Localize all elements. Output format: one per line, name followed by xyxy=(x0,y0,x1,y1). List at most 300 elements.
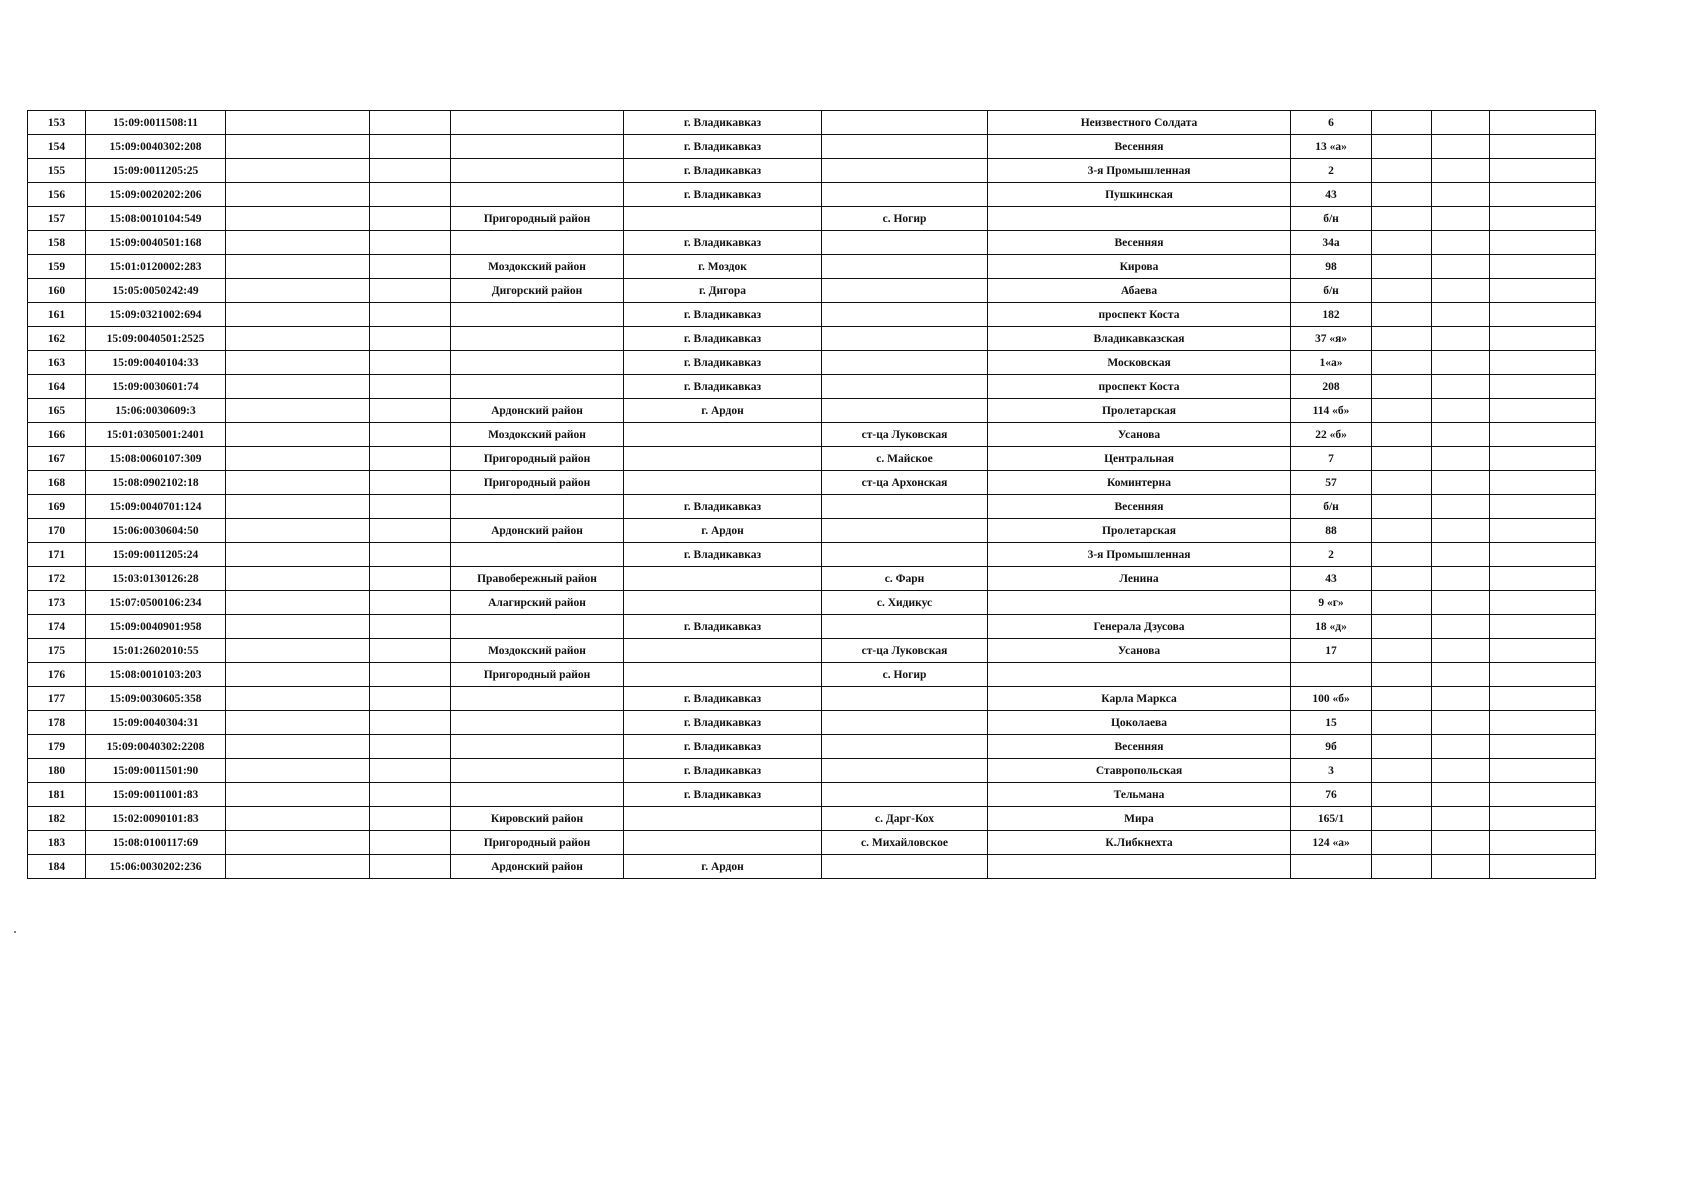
cell-col-12 xyxy=(1490,447,1596,471)
cell-col-12 xyxy=(1490,591,1596,615)
cell-street xyxy=(988,855,1291,879)
cell-col-3 xyxy=(226,495,370,519)
cell-street xyxy=(988,591,1291,615)
cell-cadastral-number: 15:09:0020202:206 xyxy=(86,183,226,207)
cell-street: Центральная xyxy=(988,447,1291,471)
cell-col-11 xyxy=(1432,303,1490,327)
cell-street: Пролетарская xyxy=(988,519,1291,543)
cell-city: г. Моздок xyxy=(624,255,822,279)
cell-col-11 xyxy=(1432,735,1490,759)
cell-col-4 xyxy=(370,759,451,783)
cell-row-number: 163 xyxy=(28,351,86,375)
cell-street: Коминтерна xyxy=(988,471,1291,495)
cell-col-11 xyxy=(1432,567,1490,591)
cell-row-number: 169 xyxy=(28,495,86,519)
cell-row-number: 156 xyxy=(28,183,86,207)
cell-col-12 xyxy=(1490,687,1596,711)
cell-col-4 xyxy=(370,375,451,399)
cell-house-number: 22 «б» xyxy=(1291,423,1372,447)
cell-district xyxy=(451,183,624,207)
cell-col-11 xyxy=(1432,351,1490,375)
cell-cadastral-number: 15:09:0011001:83 xyxy=(86,783,226,807)
cell-col-3 xyxy=(226,543,370,567)
cell-district: Кировский район xyxy=(451,807,624,831)
cell-col-10 xyxy=(1372,159,1432,183)
cell-col-12 xyxy=(1490,471,1596,495)
cell-house-number: 34а xyxy=(1291,231,1372,255)
cell-street xyxy=(988,663,1291,687)
cell-row-number: 166 xyxy=(28,423,86,447)
cell-street: проспект Коста xyxy=(988,303,1291,327)
cell-col-11 xyxy=(1432,543,1490,567)
cell-settlement xyxy=(822,159,988,183)
cell-city xyxy=(624,663,822,687)
cell-district xyxy=(451,351,624,375)
cell-col-12 xyxy=(1490,495,1596,519)
cell-col-12 xyxy=(1490,807,1596,831)
cell-col-11 xyxy=(1432,327,1490,351)
cell-settlement xyxy=(822,231,988,255)
cell-col-12 xyxy=(1490,711,1596,735)
cell-col-10 xyxy=(1372,111,1432,135)
cell-col-12 xyxy=(1490,519,1596,543)
cell-col-10 xyxy=(1372,591,1432,615)
cell-district xyxy=(451,111,624,135)
cell-col-3 xyxy=(226,807,370,831)
table-row xyxy=(28,639,1596,663)
cell-col-12 xyxy=(1490,351,1596,375)
cell-row-number: 153 xyxy=(28,111,86,135)
cell-col-12 xyxy=(1490,759,1596,783)
cell-settlement xyxy=(822,519,988,543)
cell-col-12 xyxy=(1490,135,1596,159)
table-row xyxy=(28,567,1596,591)
cell-col-10 xyxy=(1372,279,1432,303)
cell-col-3 xyxy=(226,471,370,495)
cell-settlement xyxy=(822,615,988,639)
cell-street: Весенняя xyxy=(988,495,1291,519)
cell-col-11 xyxy=(1432,783,1490,807)
cell-house-number: б/н xyxy=(1291,495,1372,519)
cell-col-10 xyxy=(1372,303,1432,327)
table-row xyxy=(28,831,1596,855)
cell-city: г. Владикавказ xyxy=(624,735,822,759)
cell-city: г. Ардон xyxy=(624,855,822,879)
cell-col-11 xyxy=(1432,591,1490,615)
cell-street: Кирова xyxy=(988,255,1291,279)
cell-row-number: 160 xyxy=(28,279,86,303)
cell-cadastral-number: 15:09:0011501:90 xyxy=(86,759,226,783)
cell-col-12 xyxy=(1490,543,1596,567)
cell-col-4 xyxy=(370,327,451,351)
cell-street: Весенняя xyxy=(988,231,1291,255)
cell-house-number: 182 xyxy=(1291,303,1372,327)
cell-col-12 xyxy=(1490,663,1596,687)
cell-col-4 xyxy=(370,447,451,471)
cell-row-number: 168 xyxy=(28,471,86,495)
table-row xyxy=(28,231,1596,255)
cell-city: г. Владикавказ xyxy=(624,135,822,159)
registry-table xyxy=(27,110,1596,879)
cell-street: Усанова xyxy=(988,639,1291,663)
cell-cadastral-number: 15:08:0060107:309 xyxy=(86,447,226,471)
cell-district xyxy=(451,303,624,327)
cell-col-10 xyxy=(1372,231,1432,255)
cell-col-3 xyxy=(226,591,370,615)
cell-col-12 xyxy=(1490,855,1596,879)
cell-col-12 xyxy=(1490,831,1596,855)
cell-cadastral-number: 15:09:0040501:168 xyxy=(86,231,226,255)
cell-house-number: 9б xyxy=(1291,735,1372,759)
cell-district xyxy=(451,327,624,351)
cell-col-3 xyxy=(226,303,370,327)
cell-cadastral-number: 15:09:0040302:2208 xyxy=(86,735,226,759)
cell-city xyxy=(624,639,822,663)
cell-col-11 xyxy=(1432,135,1490,159)
cell-row-number: 181 xyxy=(28,783,86,807)
cell-col-3 xyxy=(226,207,370,231)
cell-col-10 xyxy=(1372,663,1432,687)
table-row xyxy=(28,735,1596,759)
cell-col-4 xyxy=(370,135,451,159)
cell-district xyxy=(451,231,624,255)
table-body xyxy=(28,111,1596,879)
cell-col-11 xyxy=(1432,663,1490,687)
cell-settlement xyxy=(822,399,988,423)
cell-district xyxy=(451,543,624,567)
cell-city: г. Владикавказ xyxy=(624,231,822,255)
cell-col-12 xyxy=(1490,207,1596,231)
cell-house-number: 98 xyxy=(1291,255,1372,279)
cell-district: Моздокский район xyxy=(451,423,624,447)
cell-house-number: 76 xyxy=(1291,783,1372,807)
cell-settlement xyxy=(822,759,988,783)
cell-row-number: 172 xyxy=(28,567,86,591)
cell-col-3 xyxy=(226,663,370,687)
cell-col-12 xyxy=(1490,375,1596,399)
cell-col-4 xyxy=(370,567,451,591)
cell-col-3 xyxy=(226,399,370,423)
cell-row-number: 159 xyxy=(28,255,86,279)
table-row xyxy=(28,183,1596,207)
cell-street: Неизвестного Солдата xyxy=(988,111,1291,135)
cell-col-10 xyxy=(1372,807,1432,831)
cell-cadastral-number: 15:06:0030202:236 xyxy=(86,855,226,879)
cell-row-number: 174 xyxy=(28,615,86,639)
cell-street xyxy=(988,207,1291,231)
table-row xyxy=(28,615,1596,639)
cell-settlement: ст-ца Архонская xyxy=(822,471,988,495)
table-row xyxy=(28,423,1596,447)
cell-col-4 xyxy=(370,303,451,327)
cell-city: г. Владикавказ xyxy=(624,327,822,351)
cell-house-number: 114 «б» xyxy=(1291,399,1372,423)
cell-col-11 xyxy=(1432,807,1490,831)
cell-cadastral-number: 15:08:0010104:549 xyxy=(86,207,226,231)
cell-col-10 xyxy=(1372,399,1432,423)
cell-city: г. Владикавказ xyxy=(624,375,822,399)
cell-col-11 xyxy=(1432,399,1490,423)
cell-row-number: 161 xyxy=(28,303,86,327)
table-row xyxy=(28,399,1596,423)
table-row xyxy=(28,207,1596,231)
cell-col-11 xyxy=(1432,519,1490,543)
cell-col-10 xyxy=(1372,351,1432,375)
cell-street: Весенняя xyxy=(988,735,1291,759)
cell-row-number: 155 xyxy=(28,159,86,183)
cell-cadastral-number: 15:09:0040302:208 xyxy=(86,135,226,159)
cell-col-11 xyxy=(1432,711,1490,735)
cell-col-4 xyxy=(370,255,451,279)
cell-col-3 xyxy=(226,279,370,303)
cell-settlement xyxy=(822,303,988,327)
cell-district xyxy=(451,735,624,759)
cell-col-10 xyxy=(1372,471,1432,495)
cell-street: Весенняя xyxy=(988,135,1291,159)
cell-col-11 xyxy=(1432,639,1490,663)
cell-col-3 xyxy=(226,687,370,711)
table-row xyxy=(28,111,1596,135)
cell-city: г. Ардон xyxy=(624,399,822,423)
cell-cadastral-number: 15:08:0902102:18 xyxy=(86,471,226,495)
cell-col-10 xyxy=(1372,711,1432,735)
cell-col-3 xyxy=(226,111,370,135)
cell-city xyxy=(624,447,822,471)
cell-city: г. Владикавказ xyxy=(624,303,822,327)
cell-cadastral-number: 15:09:0011205:24 xyxy=(86,543,226,567)
cell-city: г. Владикавказ xyxy=(624,759,822,783)
cell-col-12 xyxy=(1490,279,1596,303)
cell-col-4 xyxy=(370,519,451,543)
cell-district: Пригородный район xyxy=(451,471,624,495)
cell-col-11 xyxy=(1432,471,1490,495)
cell-street: Мира xyxy=(988,807,1291,831)
cell-street: Пушкинская xyxy=(988,183,1291,207)
cell-col-10 xyxy=(1372,783,1432,807)
cell-house-number: 2 xyxy=(1291,159,1372,183)
cell-cadastral-number: 15:09:0040304:31 xyxy=(86,711,226,735)
table-row xyxy=(28,471,1596,495)
table-row xyxy=(28,687,1596,711)
cell-street: К.Либкнехта xyxy=(988,831,1291,855)
cell-house-number: 37 «я» xyxy=(1291,327,1372,351)
table-row xyxy=(28,711,1596,735)
cell-city: г. Владикавказ xyxy=(624,351,822,375)
document-page xyxy=(27,110,1596,879)
cell-col-4 xyxy=(370,279,451,303)
cell-col-11 xyxy=(1432,615,1490,639)
cell-col-3 xyxy=(226,375,370,399)
cell-city: г. Дигора xyxy=(624,279,822,303)
cell-row-number: 171 xyxy=(28,543,86,567)
table-row xyxy=(28,279,1596,303)
cell-settlement: ст-ца Луковская xyxy=(822,639,988,663)
cell-col-3 xyxy=(226,615,370,639)
cell-house-number: 7 xyxy=(1291,447,1372,471)
cell-col-4 xyxy=(370,351,451,375)
cell-street: Московская xyxy=(988,351,1291,375)
cell-street: 3-я Промышленная xyxy=(988,159,1291,183)
cell-settlement xyxy=(822,255,988,279)
cell-settlement: с. Хидикус xyxy=(822,591,988,615)
cell-col-3 xyxy=(226,735,370,759)
cell-col-12 xyxy=(1490,159,1596,183)
cell-col-4 xyxy=(370,183,451,207)
cell-cadastral-number: 15:08:0010103:203 xyxy=(86,663,226,687)
cell-cadastral-number: 15:09:0030605:358 xyxy=(86,687,226,711)
cell-col-10 xyxy=(1372,735,1432,759)
cell-city: г. Владикавказ xyxy=(624,495,822,519)
cell-col-3 xyxy=(226,783,370,807)
cell-col-4 xyxy=(370,111,451,135)
cell-house-number: 57 xyxy=(1291,471,1372,495)
cell-col-12 xyxy=(1490,567,1596,591)
cell-col-3 xyxy=(226,711,370,735)
cell-col-3 xyxy=(226,639,370,663)
cell-district xyxy=(451,759,624,783)
cell-district: Моздокский район xyxy=(451,639,624,663)
cell-row-number: 165 xyxy=(28,399,86,423)
cell-settlement xyxy=(822,735,988,759)
cell-settlement xyxy=(822,279,988,303)
table-row xyxy=(28,375,1596,399)
cell-row-number: 180 xyxy=(28,759,86,783)
cell-col-10 xyxy=(1372,375,1432,399)
cell-house-number: 17 xyxy=(1291,639,1372,663)
cell-col-12 xyxy=(1490,183,1596,207)
cell-col-10 xyxy=(1372,759,1432,783)
cell-row-number: 184 xyxy=(28,855,86,879)
cell-col-4 xyxy=(370,471,451,495)
cell-settlement xyxy=(822,783,988,807)
cell-district xyxy=(451,615,624,639)
cell-col-3 xyxy=(226,567,370,591)
cell-house-number: 165/1 xyxy=(1291,807,1372,831)
cell-street: Карла Маркса xyxy=(988,687,1291,711)
cell-col-3 xyxy=(226,423,370,447)
cell-house-number: 18 «д» xyxy=(1291,615,1372,639)
cell-col-3 xyxy=(226,831,370,855)
cell-district: Пригородный район xyxy=(451,663,624,687)
cell-col-11 xyxy=(1432,279,1490,303)
cell-city xyxy=(624,567,822,591)
cell-cadastral-number: 15:01:0120002:283 xyxy=(86,255,226,279)
cell-row-number: 157 xyxy=(28,207,86,231)
cell-settlement: с. Фарн xyxy=(822,567,988,591)
cell-settlement: ст-ца Луковская xyxy=(822,423,988,447)
cell-col-10 xyxy=(1372,207,1432,231)
cell-col-4 xyxy=(370,831,451,855)
cell-house-number: 43 xyxy=(1291,183,1372,207)
cell-cadastral-number: 15:01:0305001:2401 xyxy=(86,423,226,447)
cell-settlement: с. Ногир xyxy=(822,207,988,231)
cell-col-3 xyxy=(226,759,370,783)
cell-row-number: 179 xyxy=(28,735,86,759)
cell-settlement xyxy=(822,543,988,567)
cell-settlement xyxy=(822,375,988,399)
cell-row-number: 183 xyxy=(28,831,86,855)
cell-col-4 xyxy=(370,159,451,183)
cell-col-4 xyxy=(370,711,451,735)
cell-col-10 xyxy=(1372,543,1432,567)
cell-col-4 xyxy=(370,399,451,423)
cell-city: г. Владикавказ xyxy=(624,183,822,207)
cell-cadastral-number: 15:09:0040901:958 xyxy=(86,615,226,639)
cell-col-10 xyxy=(1372,135,1432,159)
cell-cadastral-number: 15:09:0030601:74 xyxy=(86,375,226,399)
table-row xyxy=(28,255,1596,279)
cell-district: Алагирский район xyxy=(451,591,624,615)
table-row xyxy=(28,855,1596,879)
cell-cadastral-number: 15:05:0050242:49 xyxy=(86,279,226,303)
cell-row-number: 170 xyxy=(28,519,86,543)
cell-col-11 xyxy=(1432,831,1490,855)
cell-cadastral-number: 15:09:0040104:33 xyxy=(86,351,226,375)
table-row xyxy=(28,303,1596,327)
cell-city xyxy=(624,831,822,855)
table-row xyxy=(28,159,1596,183)
cell-settlement xyxy=(822,111,988,135)
cell-settlement: с. Дарг-Кох xyxy=(822,807,988,831)
cell-settlement xyxy=(822,855,988,879)
cell-col-12 xyxy=(1490,639,1596,663)
cell-col-12 xyxy=(1490,615,1596,639)
cell-col-10 xyxy=(1372,447,1432,471)
cell-city xyxy=(624,471,822,495)
cell-col-3 xyxy=(226,351,370,375)
cell-house-number: 100 «б» xyxy=(1291,687,1372,711)
cell-house-number xyxy=(1291,855,1372,879)
cell-col-12 xyxy=(1490,111,1596,135)
cell-settlement: с. Михайловское xyxy=(822,831,988,855)
cell-cadastral-number: 15:09:0321002:694 xyxy=(86,303,226,327)
cell-col-4 xyxy=(370,591,451,615)
cell-city xyxy=(624,807,822,831)
cell-street: Ставропольская xyxy=(988,759,1291,783)
cell-col-12 xyxy=(1490,735,1596,759)
cell-house-number: 1«а» xyxy=(1291,351,1372,375)
cell-row-number: 162 xyxy=(28,327,86,351)
cell-col-10 xyxy=(1372,327,1432,351)
cell-city: г. Владикавказ xyxy=(624,111,822,135)
cell-district xyxy=(451,159,624,183)
cell-house-number: 9 «г» xyxy=(1291,591,1372,615)
cell-street: Тельмана xyxy=(988,783,1291,807)
cell-col-12 xyxy=(1490,231,1596,255)
cell-col-3 xyxy=(226,855,370,879)
scan-speck xyxy=(14,931,16,933)
cell-street: Владикавказская xyxy=(988,327,1291,351)
cell-district xyxy=(451,711,624,735)
cell-cadastral-number: 15:08:0100117:69 xyxy=(86,831,226,855)
table-row xyxy=(28,543,1596,567)
cell-col-10 xyxy=(1372,567,1432,591)
cell-col-10 xyxy=(1372,639,1432,663)
cell-col-11 xyxy=(1432,447,1490,471)
cell-house-number: 13 «а» xyxy=(1291,135,1372,159)
cell-street: Абаева xyxy=(988,279,1291,303)
cell-col-12 xyxy=(1490,303,1596,327)
cell-col-11 xyxy=(1432,423,1490,447)
cell-city: г. Владикавказ xyxy=(624,783,822,807)
cell-house-number: 15 xyxy=(1291,711,1372,735)
cell-district: Ардонский район xyxy=(451,855,624,879)
cell-district xyxy=(451,495,624,519)
cell-col-11 xyxy=(1432,159,1490,183)
cell-col-3 xyxy=(226,447,370,471)
cell-district xyxy=(451,375,624,399)
cell-cadastral-number: 15:09:0040701:124 xyxy=(86,495,226,519)
